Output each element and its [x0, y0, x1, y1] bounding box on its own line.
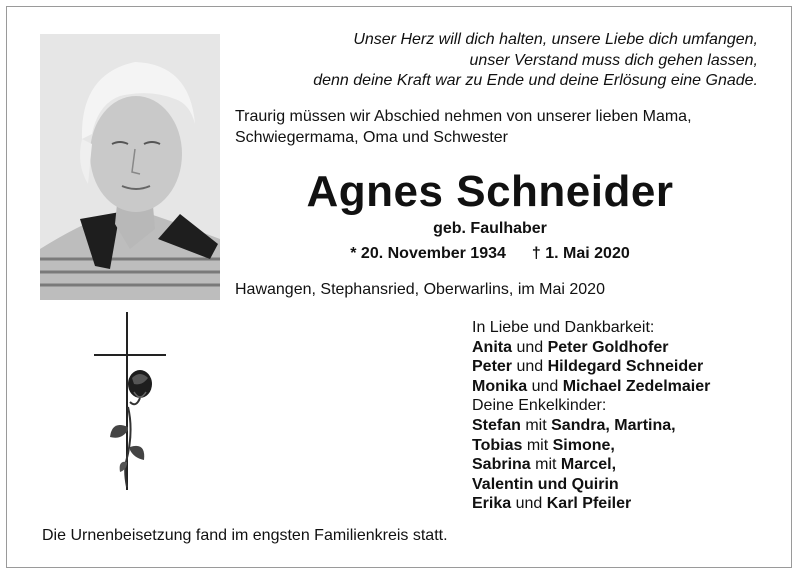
- mourner-line: [472, 396, 782, 416]
- maiden-name: geb. Faulhaber: [433, 220, 547, 237]
- memorial-poem: [238, 30, 758, 92]
- mourner-lines: [472, 338, 782, 514]
- mourner-line: [472, 436, 782, 456]
- place-and-date: Hawangen, Stephansried, Oberwarlins, im Mai 2020: [235, 281, 605, 298]
- mourner-connector: mit: [522, 436, 553, 454]
- mourner-name: Michael Zedelmaier: [562, 377, 711, 395]
- mourner-name: Simone,: [552, 436, 615, 454]
- intro-line: Schwiegermama, Oma und Schwester: [235, 128, 508, 146]
- mourner-name: Valentin und Quirin: [472, 475, 619, 493]
- mourner-connector: und: [512, 338, 548, 356]
- mourner-name: Anita: [472, 338, 512, 356]
- mourner-name: Monika: [472, 377, 528, 395]
- mourner-name: Tobias: [472, 436, 523, 454]
- mourner-connector: und: [511, 495, 547, 513]
- mourner-line: [472, 416, 782, 436]
- mourner-name: Sandra, Martina,: [551, 416, 676, 434]
- mourner-line: [472, 494, 782, 514]
- deceased-name: Agnes Schneider: [306, 167, 674, 216]
- birth-date: * 20. November 1934: [350, 245, 506, 262]
- mourner-connector: und: [512, 358, 548, 376]
- mourners-list: [472, 318, 782, 514]
- mourner-line: [472, 338, 782, 358]
- poem-line: denn deine Kraft war zu Ende und deine Erlösung eine Gnade.: [313, 72, 758, 89]
- mourner-name: Peter: [472, 358, 513, 376]
- mourners-intro: In Liebe und Dankbarkeit:: [472, 319, 655, 336]
- mourner-name: Karl Pfeiler: [546, 495, 632, 513]
- mourner-name: Stefan: [472, 416, 521, 434]
- mourner-name: Sabrina: [472, 456, 531, 474]
- mourner-line: [472, 475, 782, 495]
- poem-line: unser Verstand muss dich gehen lassen,: [469, 51, 758, 69]
- mourner-line: [472, 377, 782, 397]
- portrait-photo: [40, 34, 220, 300]
- death-date: † 1. Mai 2020: [531, 245, 630, 262]
- mourner-line: [472, 357, 782, 377]
- mourner-line: [472, 455, 782, 475]
- farewell-intro: [235, 107, 775, 148]
- cross-with-rose-icon: [90, 312, 170, 492]
- mourner-connector: mit: [520, 416, 552, 434]
- burial-note: Die Urnenbeisetzung fand im engsten Familienkreis statt.: [42, 527, 448, 544]
- intro-line: Traurig müssen wir Abschied nehmen von unserer lieben Mama,: [235, 108, 692, 125]
- mourner-name: Peter Goldhofer: [547, 338, 669, 356]
- mourner-name: Marcel,: [560, 456, 617, 474]
- poem-line: Unser Herz will dich halten, unsere Liebe dich umfangen,: [353, 31, 758, 48]
- mourner-connector: Deine Enkelkinder:: [472, 397, 607, 415]
- mourner-connector: und: [527, 377, 563, 395]
- mourner-name: Hildegard Schneider: [547, 358, 704, 376]
- mourner-name: Erika: [472, 495, 512, 513]
- life-dates: [220, 245, 760, 263]
- mourner-connector: mit: [530, 456, 561, 474]
